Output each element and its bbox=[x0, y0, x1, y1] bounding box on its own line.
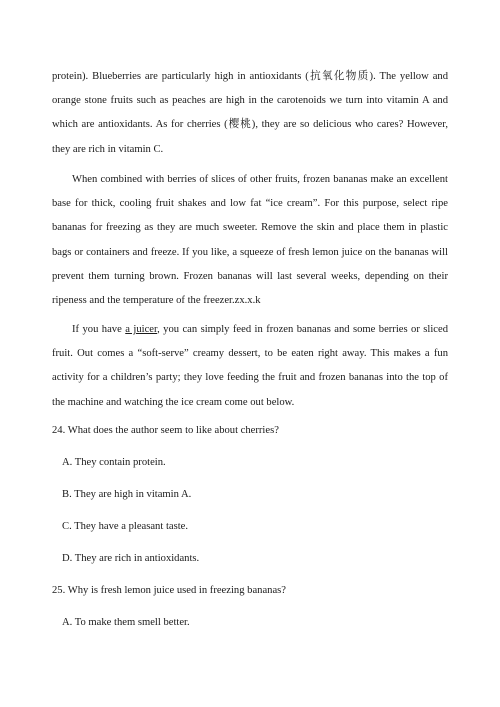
passage-paragraph-3 bbox=[52, 318, 448, 415]
passage-paragraph-2: When combined with berries of slices of other fruits, frozen bananas make an excellent base for thick, cooling fruit shakes and low fat “ice cream”. For this purpose, select ripe bananas for freezing as they are much sweeter. Remove the skin and place them in plastic bags or containers and freeze. If you like, a squeeze of fresh lemon juice on the bananas will prevent them turning brown. Frozen bananas will last several weeks, depending on their ripeness and the temperature of the freezer.zx.x.k bbox=[52, 174, 448, 307]
question-24-option-d: D. They are rich in antioxidants. bbox=[62, 553, 200, 564]
question-24-stem: 24. What does the author seem to like about cherries? bbox=[52, 425, 279, 436]
question-24-option-c: C. They have a pleasant taste. bbox=[62, 521, 189, 532]
underlined-phrase: a juicer bbox=[125, 324, 158, 335]
question-25-stem: 25. Why is fresh lemon juice used in freezing bananas? bbox=[52, 585, 286, 596]
passage-paragraph-1: protein). Blueberries are particularly high in antioxidants (抗氧化物质). The yellow and orange stone fruits such as peaches are high in the carotenoids we turn into vitamin A and which are antioxidants. As for cherries (樱桃), they are so delicious who cares? However, they are rich in vitamin C. bbox=[52, 71, 448, 155]
paragraph-3-rest: , you can simply feed in frozen bananas and some berries or sliced fruit. Out comes a “soft-serve” creamy dessert, to be eaten right away. This makes a fun activity for a children’s party; they love feeding the fruit and frozen bananas into the top of the machine and watching the ice cream come out below. bbox=[52, 324, 448, 408]
question-25-option-a: A. To make them smell better. bbox=[62, 617, 190, 628]
question-24-option-b: B. They are high in vitamin A. bbox=[62, 489, 192, 500]
paragraph-3-lead: If you have bbox=[72, 324, 126, 335]
question-24-option-a: A. They contain protein. bbox=[62, 457, 166, 468]
